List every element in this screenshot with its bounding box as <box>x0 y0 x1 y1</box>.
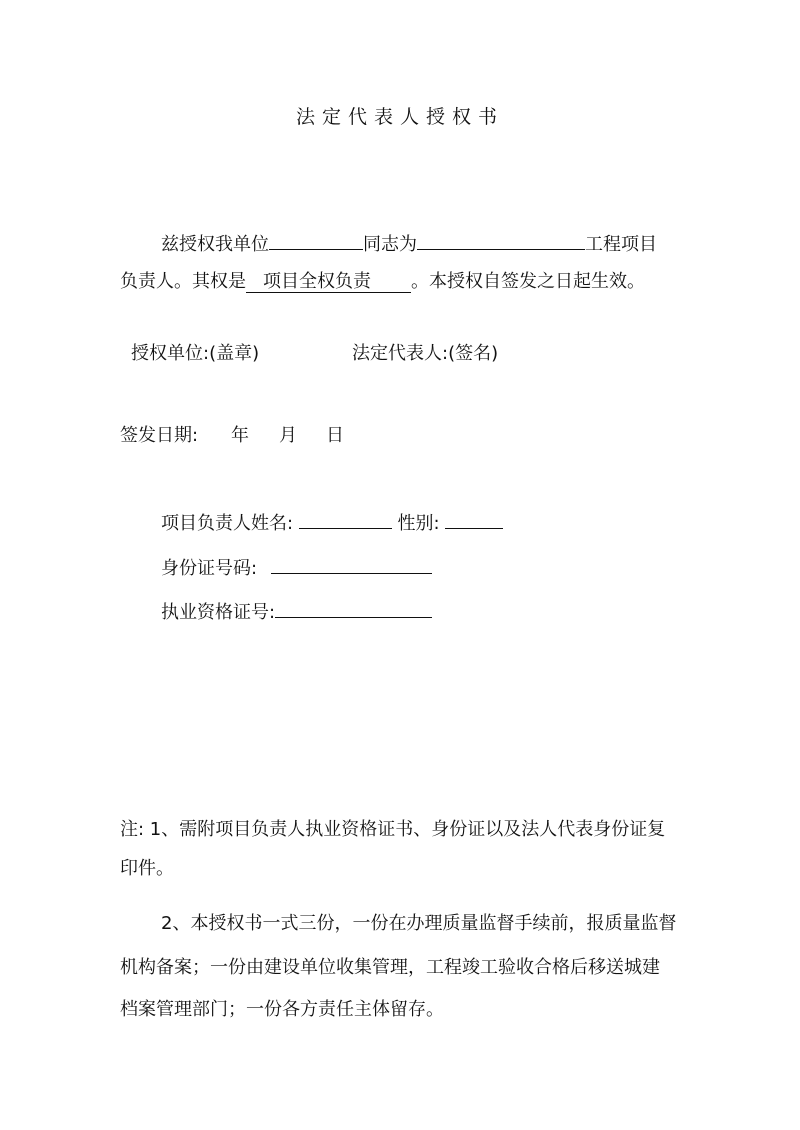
note-2-line-2: 机构备案；一份由建设单位收集管理，工程竣工验收合格后移送城建 <box>120 957 660 978</box>
note-2-line-3: 档案管理部门；一份各方责任主体留存。 <box>120 999 444 1020</box>
project-text: 工程项目 <box>585 234 657 255</box>
note-1-line-1: 注: 1、需附项目负责人执业资格证书、身份证以及法人代表身份证复 <box>120 819 666 840</box>
note-2-line-1: 2、本授权书一式三份，一份在办理质量监督手续前，报质量监督 <box>161 913 677 934</box>
id-number-label: 身份证号码: <box>161 558 258 579</box>
gender-blank <box>445 508 503 529</box>
scope-value: 项目全权负责 <box>246 270 411 293</box>
leader-name-label: 项目负责人姓名: <box>161 513 294 534</box>
person-name-blank <box>269 229 363 250</box>
date-day: 日 <box>326 425 344 446</box>
authorize-text: 兹授权我单位 <box>161 234 269 255</box>
date-month: 月 <box>279 425 297 446</box>
as-comrade-text: 同志为 <box>363 234 417 255</box>
authorization-line-2 <box>120 270 645 294</box>
scope-label: 负责人。其权是 <box>120 271 246 292</box>
cert-number-blank <box>275 597 432 618</box>
legal-rep-signature-label: 法定代表人:(签名) <box>352 343 499 364</box>
cert-number-label: 执业资格证号: <box>161 602 276 623</box>
cert-number-line <box>161 597 432 625</box>
unit-seal-label: 授权单位:(盖章) <box>131 343 260 364</box>
note-1-line-2: 印件。 <box>120 858 174 879</box>
project-name-blank <box>417 229 585 250</box>
effective-text: 。本授权自签发之日起生效。 <box>411 271 645 292</box>
gender-label: 性别: <box>397 513 440 534</box>
id-number-blank <box>271 553 432 574</box>
document-title: 法定代表人授权书 <box>295 106 504 128</box>
issue-date-label: 签发日期: <box>120 425 199 446</box>
leader-name-blank <box>299 508 392 529</box>
authorization-line-1 <box>161 229 657 257</box>
id-number-line <box>161 553 432 581</box>
date-year: 年 <box>231 425 249 446</box>
project-leader-line <box>161 508 503 536</box>
